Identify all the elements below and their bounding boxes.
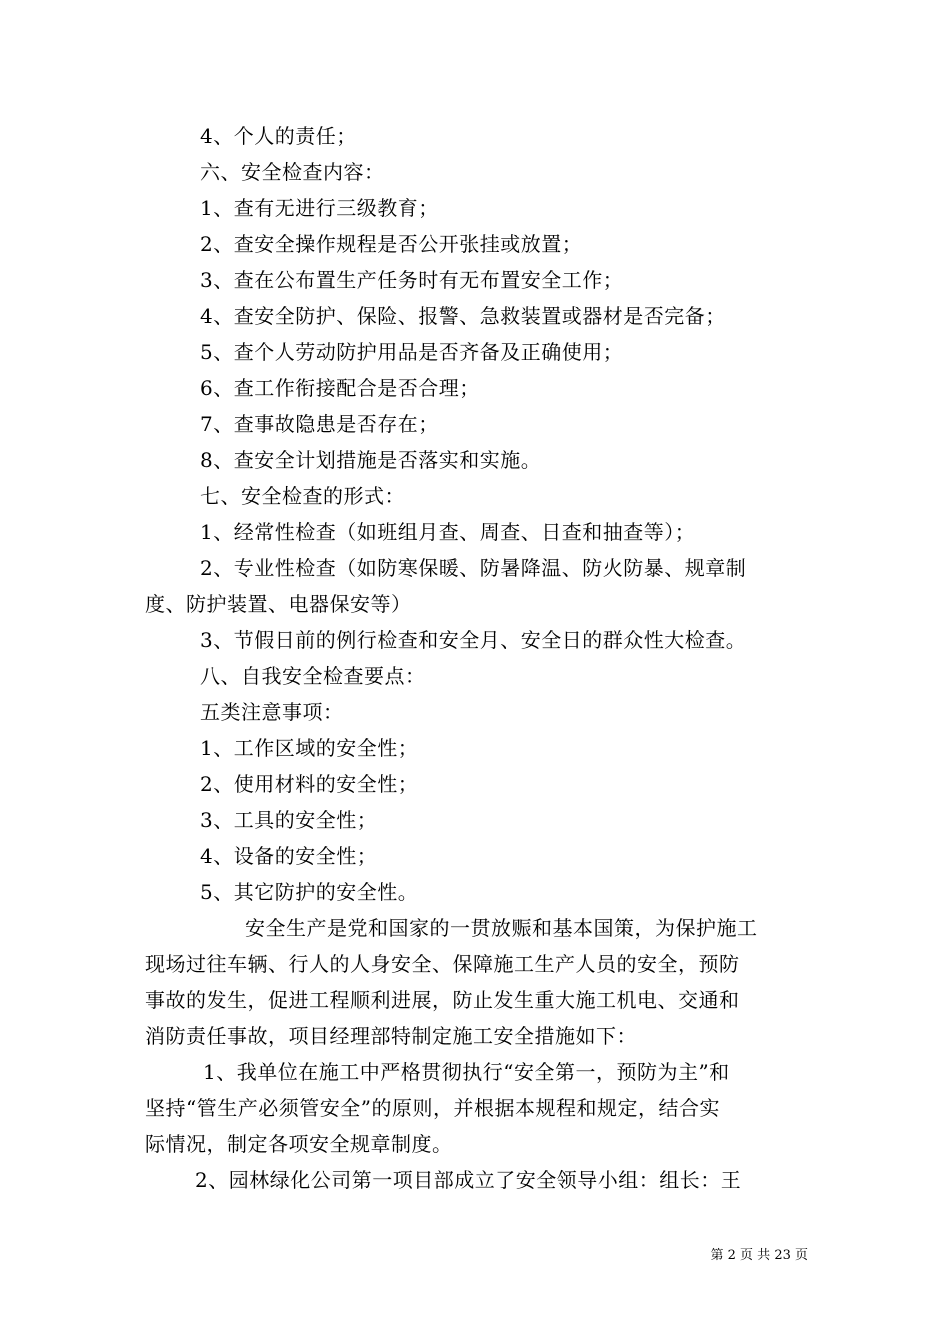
list-item: 4、设备的安全性；	[200, 844, 378, 868]
section-heading: 六、安全检查内容：	[200, 160, 385, 184]
list-item: 3、工具的安全性；	[200, 808, 378, 832]
list-item: 2、使用材料的安全性；	[200, 772, 419, 796]
list-item: 5、查个人劳动防护用品是否齐备及正确使用；	[200, 340, 624, 364]
subheading: 五类注意事项：	[200, 700, 344, 724]
list-item: 1、查有无进行三级教育；	[200, 196, 439, 220]
paragraph-line: 现场过往车辆、行人的人身安全、保障施工生产人员的安全，预防	[145, 952, 740, 976]
list-item: 7、查事故隐患是否存在；	[200, 412, 439, 436]
list-item-continuation: 度、防护装置、电器保安等）	[145, 592, 412, 616]
paragraph-line: 安全生产是党和国家的一贯放赈和基本国策，为保护施工	[245, 916, 758, 940]
document-body	[145, 118, 807, 1198]
text-line: 4、个人的责任；	[200, 124, 357, 148]
paragraph-line: 际情况，制定各项安全规章制度。	[145, 1132, 453, 1156]
section-heading: 八、自我安全检查要点：	[200, 664, 426, 688]
list-item: 3、查在公布置生产任务时有无布置安全工作；	[200, 268, 624, 292]
list-item: 6、查工作衔接配合是否合理；	[200, 376, 480, 400]
list-item: 1、工作区域的安全性；	[200, 736, 419, 760]
paragraph-line: 1、我单位在施工中严格贯彻执行“安全第一，预防为主”和	[203, 1060, 730, 1084]
list-item: 2、查安全操作规程是否公开张挂或放置；	[200, 232, 583, 256]
list-item: 8、查安全计划措施是否落实和实施。	[200, 448, 542, 472]
list-item: 2、专业性检查（如防寒保暖、防暑降温、防火防暴、规章制	[200, 556, 747, 580]
paragraph-line: 消防责任事故，项目经理部特制定施工安全措施如下：	[145, 1024, 637, 1048]
list-item: 5、其它防护的安全性。	[200, 880, 419, 904]
paragraph-line: 坚持“管生产必须管安全”的原则，并根据本规程和规定，结合实	[145, 1096, 720, 1120]
list-item: 3、节假日前的例行检查和安全月、安全日的群众性大检查。	[200, 628, 747, 652]
paragraph-line: 2、园林绿化公司第一项目部成立了安全领导小组：组长：王	[195, 1168, 742, 1192]
page-number: 第 2 页 共 23 页	[710, 1248, 808, 1263]
list-item: 1、经常性检查（如班组月查、周查、日查和抽查等）；	[200, 520, 696, 544]
list-item: 4、查安全防护、保险、报警、急救装置或器材是否完备；	[200, 304, 726, 328]
section-heading: 七、安全检查的形式：	[200, 484, 405, 508]
paragraph-line: 事故的发生，促进工程顺利进展，防止发生重大施工机电、交通和	[145, 988, 740, 1012]
